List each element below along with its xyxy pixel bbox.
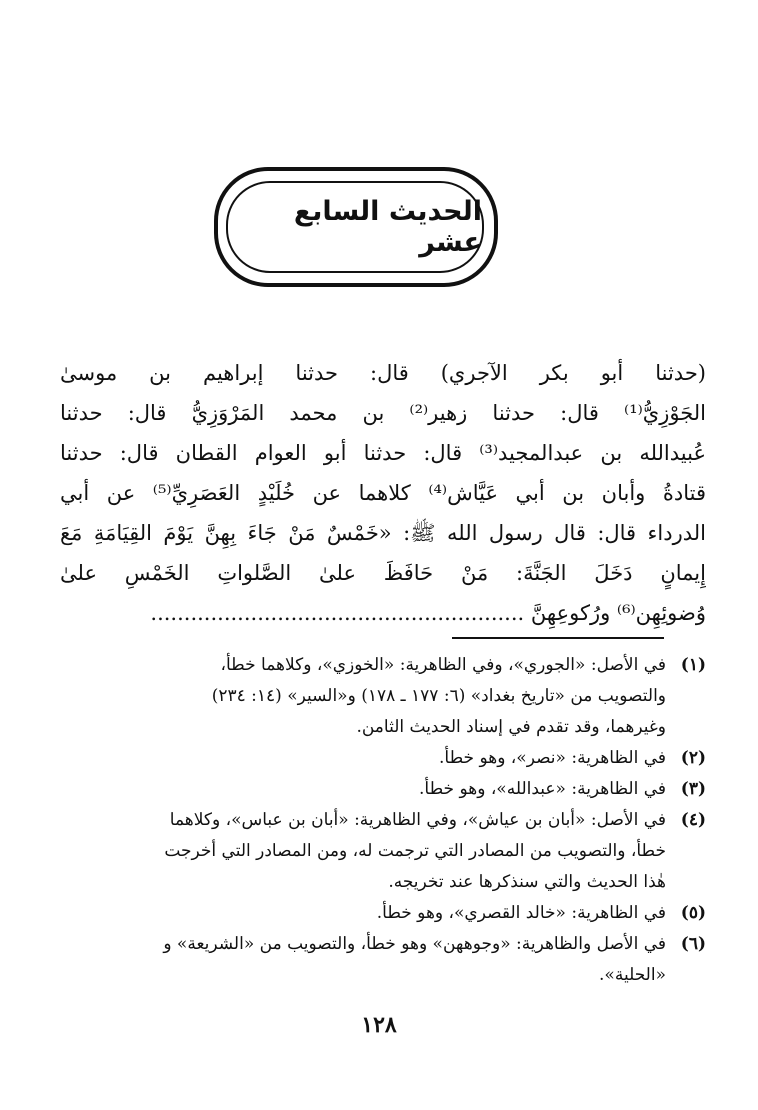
chapter-title: الحديث السابع عشر <box>293 196 482 258</box>
footnote-line: والتصويب من «تاريخ بغداد» (٦: ١٧٧ ـ ١٧٨) و«السير» (١٤: ٢٣٤) <box>211 686 666 706</box>
body-line-text: وُضوئِهِن⁽⁶⁾ ورُكوعِهِنَّ <box>530 601 706 625</box>
footnotes <box>60 650 706 991</box>
body-line: (حدثنا أبو بكر الآجري) قال: حدثنا إبراهيم بن موسىٰ <box>60 361 706 385</box>
footnote-text <box>60 774 666 805</box>
footnote-number: (٦) <box>680 934 706 954</box>
footnote-text <box>60 898 666 929</box>
footnote-6 <box>60 929 706 991</box>
footnote-number: (١) <box>680 655 706 675</box>
title-frame-inner <box>226 181 484 273</box>
footnote-line: «الحلية». <box>599 965 666 985</box>
footnote-line: في الظاهرية: «نصر»، وهو خطأ. <box>439 748 666 768</box>
footnote-number: (٥) <box>680 903 706 923</box>
footnote-text <box>60 929 666 991</box>
footnote-line: خطأ، والتصويب من المصادر التي ترجمت له، ومن المصادر التي أخرجت <box>164 841 666 861</box>
ellipsis: ........................................................ <box>150 601 525 625</box>
page-number: ١٢٨ <box>361 1012 397 1038</box>
footnote-line: في الظاهرية: «خالد القصري»، وهو خطأ. <box>376 903 666 923</box>
body-line: الدرداء قال: قال رسول الله ﷺ: «خَمْسٌ مَنْ جَاءَ بِهِنَّ يَوْمَ القِيَامَةِ مَعَ <box>60 521 706 545</box>
footnote-line: في الظاهرية: «عبدالله»، وهو خطأ. <box>419 779 666 799</box>
footnote-1 <box>60 650 706 743</box>
footnote-5 <box>60 898 706 929</box>
body-line: عُبيدالله بن عبدالمجيد⁽³⁾ قال: حدثنا أبو العوام القطان قال: حدثنا <box>60 441 706 465</box>
body-line: الجَوْزِيُّ⁽¹⁾ قال: حدثنا زهير⁽²⁾ بن محمد المَرْوَزِيُّ قال: حدثنا <box>60 401 706 425</box>
footnote-3 <box>60 774 706 805</box>
footnote-line: وغيرهما، وقد تقدم في إسناد الحديث الثامن. <box>356 717 666 737</box>
footnote-2 <box>60 743 706 774</box>
footnote-line: في الأصل: «الجوري»، وفي الظاهرية: «الخوزي»، وكلاهما خطأ، <box>220 655 666 675</box>
footnote-line: في الأصل والظاهرية: «وجوههن» وهو خطأ، والتصويب من «الشريعة» و <box>163 934 666 954</box>
body-line-last <box>60 593 706 633</box>
footnote-divider <box>452 637 664 639</box>
footnote-text <box>60 743 666 774</box>
body-line: قتادةُ وأبان بن أبي عَيَّاش⁽⁴⁾ كلاهما عن خُلَيْدٍ العَصَرِيِّ⁽⁵⁾ عن أبي <box>60 481 706 505</box>
footnote-text <box>60 650 666 743</box>
footnote-line: هٰذا الحديث والتي سنذكرها عند تخريجه. <box>388 872 666 892</box>
footnote-number: (٤) <box>680 810 706 830</box>
footnote-line: في الأصل: «أبان بن عياش»، وفي الظاهرية: «أبان بن عباس»، وكلاهما <box>169 810 666 830</box>
footnote-number: (٢) <box>680 748 706 768</box>
footnote-number: (٣) <box>680 779 706 799</box>
footnote-4 <box>60 805 706 898</box>
footnote-text <box>60 805 666 898</box>
hadith-body <box>60 353 706 633</box>
body-line: إِيمانٍ دَخَلَ الجَنَّةَ: مَنْ حَافَظَ علىٰ الصَّلواتِ الخَمْسِ علىٰ <box>60 561 706 585</box>
